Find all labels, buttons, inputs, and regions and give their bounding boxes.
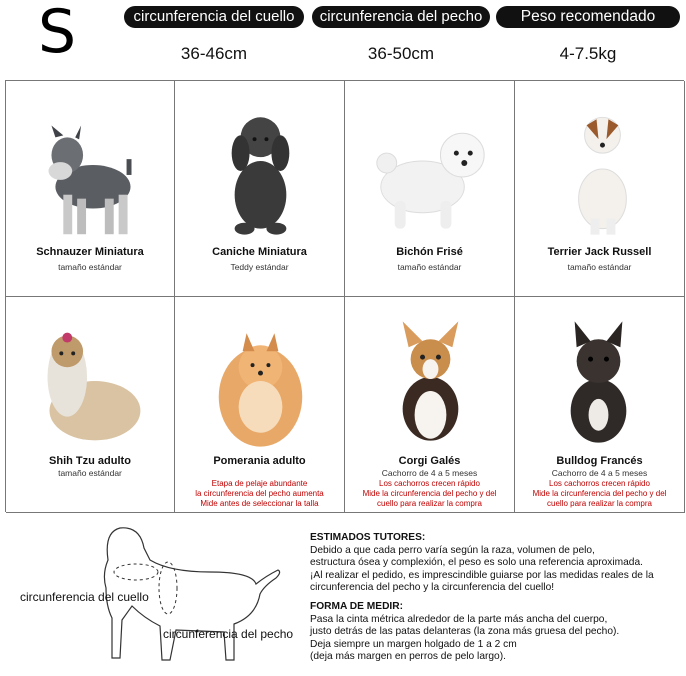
schnauzer-photo <box>6 95 174 245</box>
bichon-photo <box>345 95 514 245</box>
breed-subtitle: Cachorro de 4 a 5 meses <box>551 468 648 478</box>
corgi-photo <box>345 311 514 461</box>
breed-grid <box>5 80 684 512</box>
info-line: estructura ósea y complexión, el peso es solo una referencia aproximada. <box>310 557 643 569</box>
neck-header: circunferencia del cuello <box>124 6 304 28</box>
breed-subtitle: Cachorro de 4 a 5 meses <box>381 468 478 478</box>
breed-cell-bichon <box>345 81 515 297</box>
breed-name: Shih Tzu adulto <box>49 455 131 467</box>
french-bulldog-photo <box>515 311 684 461</box>
weight-header: Peso recomendado <box>496 6 680 28</box>
info-text <box>310 532 682 664</box>
breed-name: Corgi Galés <box>398 455 461 467</box>
breed-cell-jack-russell <box>515 81 685 297</box>
breed-note <box>517 479 682 509</box>
breed-name: Bichón Frisé <box>396 246 463 258</box>
breed-note-line: cuello para realizar la compra <box>377 499 482 508</box>
breed-cell-schnauzer <box>6 81 175 297</box>
breed-note-line: la circunferencia del pecho aumenta <box>195 489 324 498</box>
breed-note <box>347 479 512 509</box>
size-label: S <box>38 0 77 67</box>
breed-cell-french-bulldog <box>515 297 685 513</box>
breed-name: Bulldog Francés <box>556 455 643 467</box>
info-line: (deja más margen en perros de pelo largo). <box>310 651 506 663</box>
info-line: circunferencia del pecho y la circunferencia del cuello! <box>310 582 555 594</box>
neck-diagram-label: circunferencia del cuello <box>20 590 149 604</box>
poodle-photo <box>175 95 344 245</box>
breed-subtitle: tamaño estándar <box>58 262 122 272</box>
chest-value: 36-50cm <box>367 44 435 63</box>
breed-note-line: Mide la circunferencia del pecho y del <box>362 489 497 498</box>
info-line: Deja siempre un margen holgado de 1 a 2 cm <box>310 638 517 650</box>
chest-header: circunferencia del pecho <box>312 6 490 28</box>
breed-note-line: Mide la circunferencia del pecho y del <box>532 489 667 498</box>
breed-subtitle: tamaño estándar <box>567 262 632 272</box>
breed-subtitle: tamaño estándar <box>397 262 462 272</box>
breed-cell-pomeranian <box>175 297 345 513</box>
weight-value: 4-7.5kg <box>559 44 617 63</box>
info-line: Pasa la cinta métrica alrededor de la parte más ancha del cuerpo, <box>310 613 608 625</box>
breed-note-line: Los cachorros crecen rápido <box>379 479 480 488</box>
breed-subtitle: Teddy estándar <box>230 262 289 272</box>
breed-name: Pomerania adulto <box>213 455 306 467</box>
breed-name: Caniche Miniatura <box>212 246 307 258</box>
info-title-2: FORMA DE MEDIR: <box>310 600 404 612</box>
chest-diagram-label: circunferencia del pecho <box>163 627 294 641</box>
breed-name: Schnauzer Miniatura <box>36 246 144 258</box>
breed-cell-corgi <box>345 297 515 513</box>
breed-note <box>177 479 342 509</box>
neck-value: 36-46cm <box>180 44 248 63</box>
breed-subtitle: tamaño estándar <box>58 468 122 478</box>
breed-note-line: Mide antes de seleccionar la talla <box>200 499 319 508</box>
info-title-1: ESTIMADOS TUTORES: <box>310 532 426 543</box>
breed-note-line: Etapa de pelaje abundante <box>211 479 308 488</box>
pomeranian-photo <box>175 311 344 461</box>
breed-name: Terrier Jack Russell <box>547 246 652 258</box>
breed-note-line: Los cachorros crecen rápido <box>549 479 650 488</box>
breed-cell-shih-tzu <box>6 297 175 513</box>
breed-note-line: cuello para realizar la compra <box>547 499 652 508</box>
info-line: ¡Al realizar el pedido, es imprescindible guiarse por las medidas reales de la <box>310 569 654 581</box>
breed-cell-poodle <box>175 81 345 297</box>
info-line: justo detrás de las patas delanteras (la zona más gruesa del pecho). <box>310 626 620 638</box>
shih-tzu-photo <box>6 311 174 461</box>
jack-russell-photo <box>515 95 684 245</box>
info-line: Debido a que cada perro varía según la raza, volumen de pelo, <box>310 544 595 556</box>
